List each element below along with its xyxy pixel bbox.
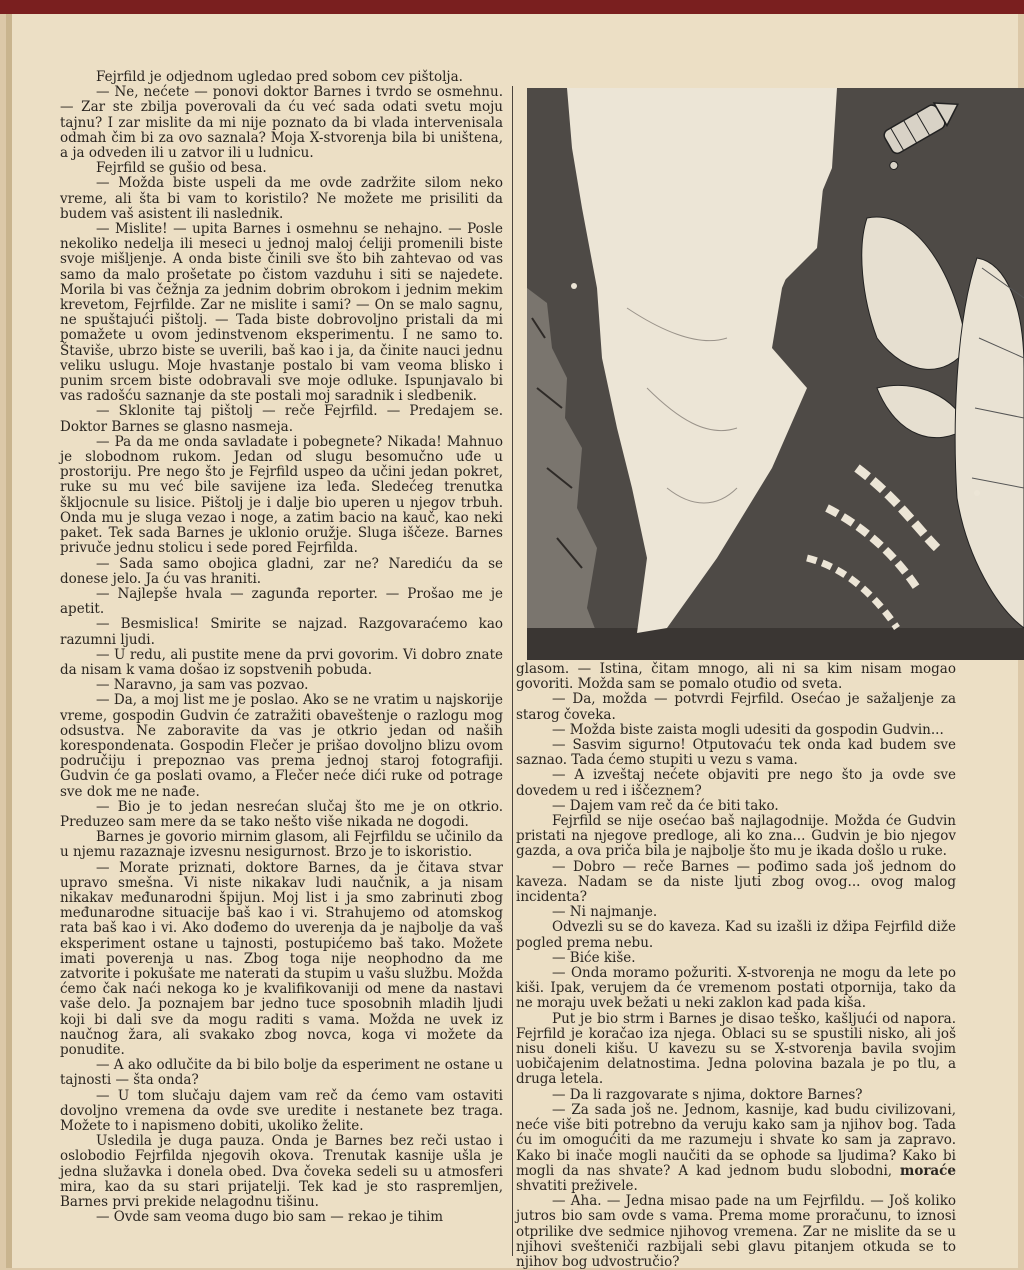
paragraph: — U redu, ali pustite mene da prvi govorim. Vi dobro znate da nisam k vama došao iz sopstvenih pobuda. — [60, 646, 503, 678]
page-top-edge — [0, 0, 1024, 14]
paragraph: glasom. — Istina, čitam mnogo, ali ni sa kim nisam mogao govoriti. Možda sam se pomalo otuđio od sveta. — [516, 661, 956, 693]
paragraph: — Možda biste uspeli da me ovde zadržite silom neko vreme, ali šta bi vam to koristilo? Ne možete me prisiliti da budem vaš asistent ili naslednik. — [60, 175, 503, 222]
paragraph: — Mislite! — upita Barnes i osmehnu se nehajno. — Posle nekoliko nedelja ili meseci u jednoj maloj ćeliji promenili biste svoje mišljenje. A onda biste činili sve što bih zahtevao od vas samo da malo prošetate po čistom vazduhu i siti se najedete. Morila bi vas čežnja za jednim dobrim obrokom i jednim mekim krevetom, Fejrfilde. Zar ne mislite i sami? — On se malo sagnu, ne spuštajući pištolj. — Tada biste dobrovoljno pristali da mi pomažete u ovom jedinstvenom eksperimentu. I ne samo to. Štaviše, ubrzo biste se uverili, baš kao i ja, da činite nauci jednu veliku uslugu. Moje hvastanje postalo bi vam veoma blisko i punim srcem biste odobravali sve moje odluke. Ispunjavalo bi vas radošću saznanje da ste postali moj saradnik i sledbenik. — [60, 221, 503, 405]
paragraph: — Dajem vam reč da će biti tako. — [552, 797, 779, 814]
paragraph — [516, 1103, 956, 1194]
paragraph: — Da li razgovarate s njima, doktore Barnes? — [552, 1086, 863, 1103]
paragraph-text: — Za sada još ne. Jednom, kasnije, kad budu civilizovani, neće više biti potrebno da veruju kako sam ja njihov bog. Tada ću im omogućiti da me razumeju i shvate ko sam ja zapravo. Kako bi inače mogli naučiti da se ophode sa ljudima? Kako bi mogli da nas shvate? A kad jednom budu slobodni, — [516, 1101, 956, 1179]
paragraph: — Aha. — Jedna misao pade na um Fejrfildu. — Još koliko jutros bio sam ovde s vama. Prema mome proračunu, to iznosi otprilike dve sedmice njihovog vremena. Zar ne mislite da se u njihovi svešteniči razbijali sebi glavu pitanjem otkuda se to njihov bog udvostručio? — [516, 1193, 956, 1270]
left-text-column — [60, 70, 503, 1225]
emphasized-word: moraće — [900, 1162, 956, 1179]
paragraph: — Dobro — reče Barnes — pođimo sada još jednom do kaveza. Nadam se da niste ljuti zbog ovog... ovog malog incidenta? — [516, 858, 956, 906]
right-text-column — [516, 662, 956, 1270]
paragraph: Fejrfild je odjednom ugledao pred sobom cev pištolja. — [96, 69, 463, 85]
paragraph: — U tom slučaju dajem vam reč da ćemo vam ostaviti dovoljno vremena da ovde sve uredite i nestanete bez traga. Možete to i napismeno dobiti, ukoliko želite. — [60, 1087, 503, 1135]
illustration-drawing — [527, 88, 1024, 660]
paragraph: — Možda biste zaista mogli udesiti da gospodin Gudvin... — [552, 721, 944, 738]
paragraph-text: shvatiti preživele. — [516, 1177, 638, 1194]
paragraph: Put je bio strm i Barnes je disao teško, kašljući od napora. Fejrfild je koračao iza njega. Oblaci su se spustili nisko, ali još nisu doneli kišu. U kavezu su se X-stvorenja bavila svojim uobičajenim delatnostima. Jedna polovina bazala je po tlu, a druga letela. — [516, 1010, 956, 1088]
paragraph: — Sklonite taj pištolj — reče Fejrfild. — Predajem se. Doktor Barnes se glasno nasmeja. — [60, 403, 503, 435]
paragraph: — Ovde sam veoma dugo bio sam — rekao je tihim — [96, 1209, 444, 1226]
paragraph: Fejrfild se nije osećao baš najlagodnije. Možda će Gudvin pristati na njegove predloge, ali ko zna... Gudvin je bio njegov gazda, a ova priča bila je najbolje što mu je ikada došlo u ruke. — [516, 813, 956, 860]
paragraph: — A izveštaj nećete objaviti pre nego što ja ovde sve dovedem u red i iščeznem? — [516, 767, 956, 799]
paragraph: — Morate priznati, doktore Barnes, da je čitava stvar upravo smešna. Vi niste nikakav ludi naučnik, a ja nisam nikakav međunarodni špijun. Moj list i ja smo zabrinuti zbog međunarodne situacije baš kao i vi. Strahujemo od atomskog rata baš kao i vi. Ako dođemo do uverenja da je najbolje da vaš eksperiment ostane u tajnosti, postupićemo baš tako. Možete imati poverenja u nas. Zbog toga nije neophodno da me zatvorite i pokušate me naterati da stupim u vašu službu. Možda ćemo čak naći nekoga ko je kvalifikovaniji od mene da nastavi vaše delo. Ja poznajem bar jedno tuce sposobnih mladih ljudi koji bi dali sve da mogu raditi s vama. Možda ne uvek iz naučnog žara, ali svakako zbog novca, koga vi možete da ponudite. — [60, 859, 503, 1058]
paragraph: — Pa da me onda savladate i pobegnete? Nikada! Mahnuo je slobodnom rukom. Jedan od slugu besomučno uđe u prostoriju. Pre nego što je Fejrfild uspeo da učini jedan pokret, ruke su mu već bile savijene iza leđa. Sledećeg trenutka škljocnule su lisice. Pištolj je i dalje bio uperen u njegov trbuh. Onda mu je sluga vezao i noge, a zatim bacio na kauč, kao neki paket. Tek sada Barnes je uklonio oružje. Sluga iščeze. Barnes privuče jednu stolicu i sede pored Fejrfilda. — [60, 433, 503, 557]
paragraph: — Naravno, ja sam vas pozvao. — [96, 677, 309, 694]
paragraph: — Da, a moj list me je poslao. Ako se ne vratim u najskorije vreme, gospodin Gudvin će zatražiti obaveštenje o razlogu mog odsustva. Ne zaboravite da vas je otkrio jedan od naših korespondenata. Gospodin Flečer je prišao dovoljno blizu ovom područiju i prepoznao vas prema jednoj staroj fotografiji. Gudvin će ga poslati ovamo, a Flečer neće dići ruke od potrage sve dok me ne nađe. — [60, 692, 503, 800]
page-binding-edge — [6, 14, 12, 1268]
illustration-insect-creatures — [527, 88, 1024, 660]
paragraph: — Ne, nećete — ponovi doktor Barnes i tvrdo se osmehnu. — Zar ste zbilja poverovali da ću već sada odati svetu moju tajnu? I zar mislite da mi nije poznato da bi vlada intervenisala odmah čim bi za ovo saznala? Moja X-stvorenja bila bi uništena, a ja odveden ili u zatvor ili u ludnicu. — [60, 84, 503, 162]
paragraph: — Najlepše hvala — zagunđa reporter. — Prošao me je apetit. — [60, 585, 503, 618]
paragraph: — Besmislica! Smirite se najzad. Razgovaraćemo kao razumni ljudi. — [60, 616, 503, 648]
paragraph: Fejrfild se gušio od besa. — [96, 160, 267, 177]
column-divider — [512, 86, 513, 1256]
paragraph: — Ni najmanje. — [552, 904, 658, 921]
paragraph: — Biće kiše. — [552, 949, 636, 966]
paragraph: — A ako odlučite da bi bilo bolje da esperiment ne ostane u tajnosti — šta onda? — [60, 1057, 504, 1089]
paragraph: Usledila je duga pauza. Onda je Barnes bez reči ustao i oslobodio Fejrfilda njegovih okova. Trenutak kasnije ušla je jedna služavka i donela obed. Dva čoveka sedeli su u atmosferi mira, kao da su stari prijatelji. Tek kad je sto raspremljen, Barnes prvi prekide nelagodnu tišinu. — [60, 1133, 503, 1211]
paragraph: Barnes je govorio mirnim glasom, ali Fejrfildu se učinilo da u njemu razaznaje izvesnu nesigurnost. Brzo je to iskoristio. — [60, 829, 503, 861]
paragraph: — Bio je to jedan nesrećan slučaj što me je on otkrio. Preduzeo sam mere da se tako nešto više nikada ne dogodi. — [60, 798, 503, 830]
paragraph: — Onda moramo požuriti. X-stvorenja ne mogu da lete po kiši. Ipak, verujem da će vremenom postati otpornija, tako da ne moraju uvek bežati u neki zaklon kad pada kiša. — [516, 965, 956, 1012]
paragraph: Odvezli su se do kaveza. Kad su izašli iz džipa Fejrfild diže pogled prema nebu. — [516, 919, 956, 951]
paragraph: — Sasvim sigurno! Otputovaću tek onda kad budem sve saznao. Tada ćemo stupiti u vezu s vama. — [516, 737, 956, 769]
paragraph: — Sada samo obojica gladni, zar ne? Narediću da se donese jelo. Ja ću vas hraniti. — [60, 555, 503, 587]
paragraph: — Da, možda — potvrdi Fejrfild. Osećao je sažaljenje za starog čoveka. — [516, 691, 956, 723]
